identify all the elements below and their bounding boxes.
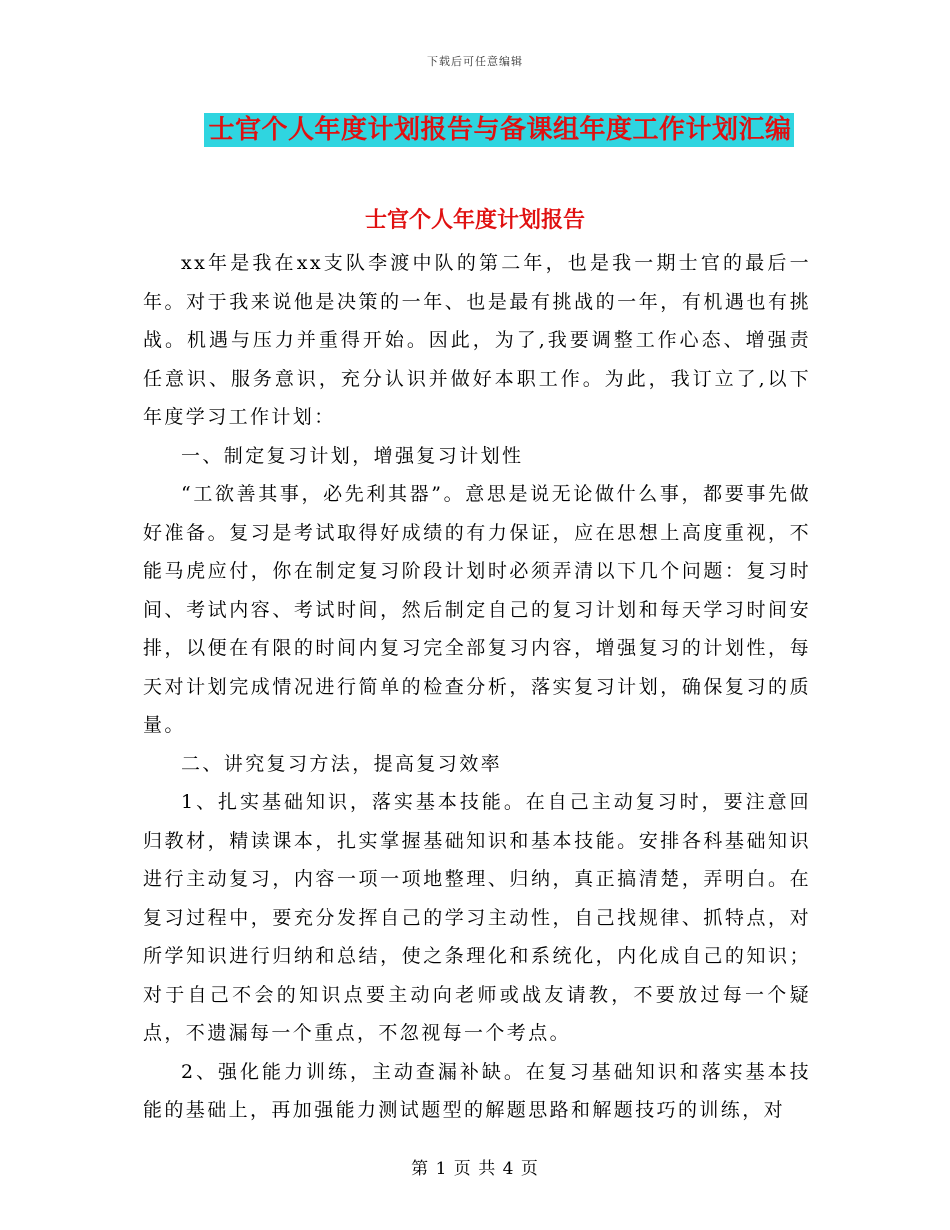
page-footer: 第 1 页 共 4 页 xyxy=(411,1159,539,1179)
heading-plan: 一、制定复习计划，增强复习计划性 xyxy=(181,444,524,467)
main-title-container xyxy=(0,113,950,147)
document-body xyxy=(143,244,811,1130)
heading-method: 二、讲究复习方法，提高复习效率 xyxy=(181,752,503,775)
paragraph-intro: xx年是我在xx支队李渡中队的第二年，也是我一期士官的最后一年。对于我来说他是决策的一年、也是最有挑战的一年，有机遇也有挑战。机遇与压力并重得开始。因此，为了,我要调整工作心态、增强责任意识、服务意识，充分认识并做好本职工作。为此，我订立了,以下年度学习工作计划： xyxy=(143,252,811,428)
paragraph-plan: “工欲善其事，必先利其器”。意思是说无论做什么事，都要事先做好准备。复习是考试取得好成绩的有力保证，应在思想上高度重视，不能马虎应付，你在制定复习阶段计划时必须弄清以下几个问题：复习时间、考试内容、考试时间，然后制定自己的复习计划和每天学习时间安排，以便在有限的时间内复习完全部复习内容，增强复习的计划性，每天对计划完成情况进行简单的检查分析，落实复习计划，确保复习的质量。 xyxy=(143,483,811,736)
header-note: 下载后可任意编辑 xyxy=(427,55,523,68)
paragraph-method-1: 1、扎实基础知识，落实基本技能。在自己主动复习时，要注意回归教材，精读课本，扎实掌握基础知识和基本技能。安排各科基础知识进行主动复习，内容一项一项地整理、归纳，真正搞清楚，弄明白。在复习过程中，要充分发挥自己的学习主动性，自己找规律、抓特点，对所学知识进行归纳和总结，使之条理化和系统化，内化成自己的知识；对于自己不会的知识点要主动向老师或战友请教，不要放过每一个疑点，不遗漏每一个重点，不忽视每一个考点。 xyxy=(143,791,811,1044)
main-title: 士官个人年度计划报告与备课组年度工作计划汇编 xyxy=(204,113,793,147)
section-title: 士官个人年度计划报告 xyxy=(364,208,585,233)
paragraph-method-2: 2、强化能力训练，主动查漏补缺。在复习基础知识和落实基本技能的基础上，再加强能力测试题型的解题思路和解题技巧的训练，对 xyxy=(143,1060,811,1121)
